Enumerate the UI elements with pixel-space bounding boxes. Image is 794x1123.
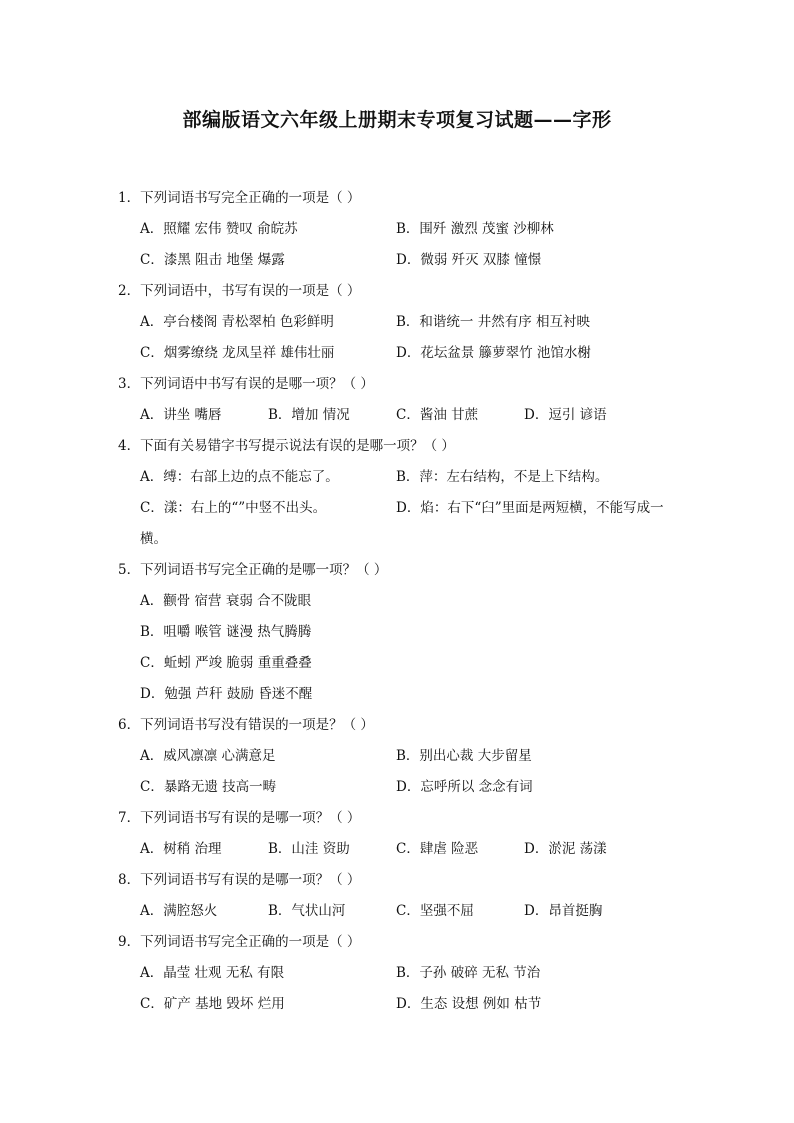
option-c: C．漆黑 阻击 地堡 爆露 — [140, 252, 285, 268]
option-row — [118, 958, 688, 989]
question-stem: 4．下面有关易错字书写提示说法有误的是哪一项？（ ） — [118, 438, 455, 454]
option-b: B．别出心裁 大步留星 — [396, 748, 532, 764]
option-row — [118, 245, 688, 276]
question-3 — [118, 369, 688, 431]
question-stem: 5．下列词语书写完全正确的是哪一项？（ ） — [118, 562, 388, 578]
option-d: D．勉强 芦秆 鼓励 昏迷不醒 — [140, 686, 313, 702]
option-a: A．晶莹 壮观 无私 有限 — [140, 965, 285, 981]
option-d-wrap: 横。 — [140, 531, 167, 547]
question-stem: 8．下列词语书写有误的是哪一项？（ ） — [118, 872, 361, 888]
option-row — [118, 772, 688, 803]
question-stem: 6．下列词语书写没有错误的一项是？（ ） — [118, 717, 374, 733]
option-a: A．亭台楼阁 青松翠柏 色彩鲜明 — [140, 314, 334, 330]
question-7 — [118, 803, 688, 865]
option-row — [118, 586, 688, 617]
question-4 — [118, 431, 688, 555]
option-a: A．满腔怒火 — [140, 903, 218, 919]
option-row — [118, 679, 688, 710]
option-row — [118, 214, 688, 245]
option-row — [118, 617, 688, 648]
option-row — [118, 834, 688, 865]
question-stem: 9．下列词语书写完全正确的一项是（ ） — [118, 934, 361, 950]
option-d-continued — [118, 524, 688, 555]
option-b: B．子孙 破碎 无私 节治 — [396, 965, 541, 981]
option-row — [118, 338, 688, 369]
option-a: A．讲坐 嘴唇 — [140, 407, 222, 423]
option-row — [118, 462, 688, 493]
option-c: C．烟雾缭绕 龙凤呈祥 雄伟壮丽 — [140, 345, 335, 361]
option-d: D．微弱 歼灭 双膝 憧憬 — [396, 252, 542, 268]
option-c: C．酱油 甘蔗 — [396, 407, 479, 423]
option-b: B．山洼 资助 — [268, 841, 350, 857]
question-stem: 7．下列词语书写有误的是哪一项？（ ） — [118, 810, 361, 826]
option-row — [118, 307, 688, 338]
option-c: C．蚯蚓 严竣 脆弱 重重叠叠 — [140, 655, 312, 671]
option-d: D．昂首挺胸 — [524, 903, 603, 919]
question-5 — [118, 555, 688, 710]
option-row — [118, 741, 688, 772]
option-c: C．矿产 基地 毁坏 烂用 — [140, 996, 285, 1012]
option-d: D．忘呼所以 念念有词 — [396, 779, 533, 795]
option-d: D．逗引 谚语 — [524, 407, 607, 423]
question-2 — [118, 276, 688, 369]
option-d: D．生态 设想 例如 枯节 — [396, 996, 542, 1012]
option-a: A．颧骨 宿营 衰弱 合不陇眼 — [140, 593, 312, 609]
option-d: D．花坛盆景 籐萝翠竹 池馆水榭 — [396, 345, 591, 361]
question-6 — [118, 710, 688, 803]
option-a: A．照耀 宏伟 赞叹 俞皖苏 — [140, 221, 298, 237]
option-b: B．咀嚼 喉管 谜漫 热气腾腾 — [140, 624, 312, 640]
option-a: A．威风凛凛 心满意足 — [140, 748, 276, 764]
question-8 — [118, 865, 688, 927]
option-b: B．气状山河 — [268, 903, 346, 919]
option-row — [118, 896, 688, 927]
option-a: A．树稍 治理 — [140, 841, 222, 857]
option-d: D．淤泥 荡漾 — [524, 841, 607, 857]
option-c: C．肆虐 险恶 — [396, 841, 479, 857]
option-c: C．坚强不屈 — [396, 903, 474, 919]
page-title: 部编版语文六年级上册期末专项复习试题——字形 — [182, 109, 612, 131]
option-b: B．和谐统一 井然有序 相互衬映 — [396, 314, 591, 330]
option-row — [118, 648, 688, 679]
question-list — [118, 183, 688, 1020]
option-row — [118, 989, 688, 1020]
option-row — [118, 400, 688, 431]
option-d: D．焰：右下“臼”里面是两短横，不能写成一 — [396, 500, 664, 516]
question-stem: 3．下列词语中书写有误的是哪一项？（ ） — [118, 376, 374, 392]
question-1 — [118, 183, 688, 276]
option-b: B．萍：左右结构，不是上下结构。 — [396, 469, 609, 485]
question-9 — [118, 927, 688, 1020]
option-row — [118, 493, 688, 524]
option-b: B．增加 情况 — [268, 407, 350, 423]
option-c: C．漾：右上的“”中竖不出头。 — [140, 500, 327, 516]
option-b: B．围歼 激烈 茂蜜 沙柳林 — [396, 221, 554, 237]
option-a: A．缚：右部上边的点不能忘了。 — [140, 469, 339, 485]
question-stem: 2．下列词语中，书写有误的一项是（ ） — [118, 283, 361, 299]
question-stem: 1．下列词语书写完全正确的一项是（ ） — [118, 190, 361, 206]
option-c: C．暴路无遗 技高一畴 — [140, 779, 277, 795]
